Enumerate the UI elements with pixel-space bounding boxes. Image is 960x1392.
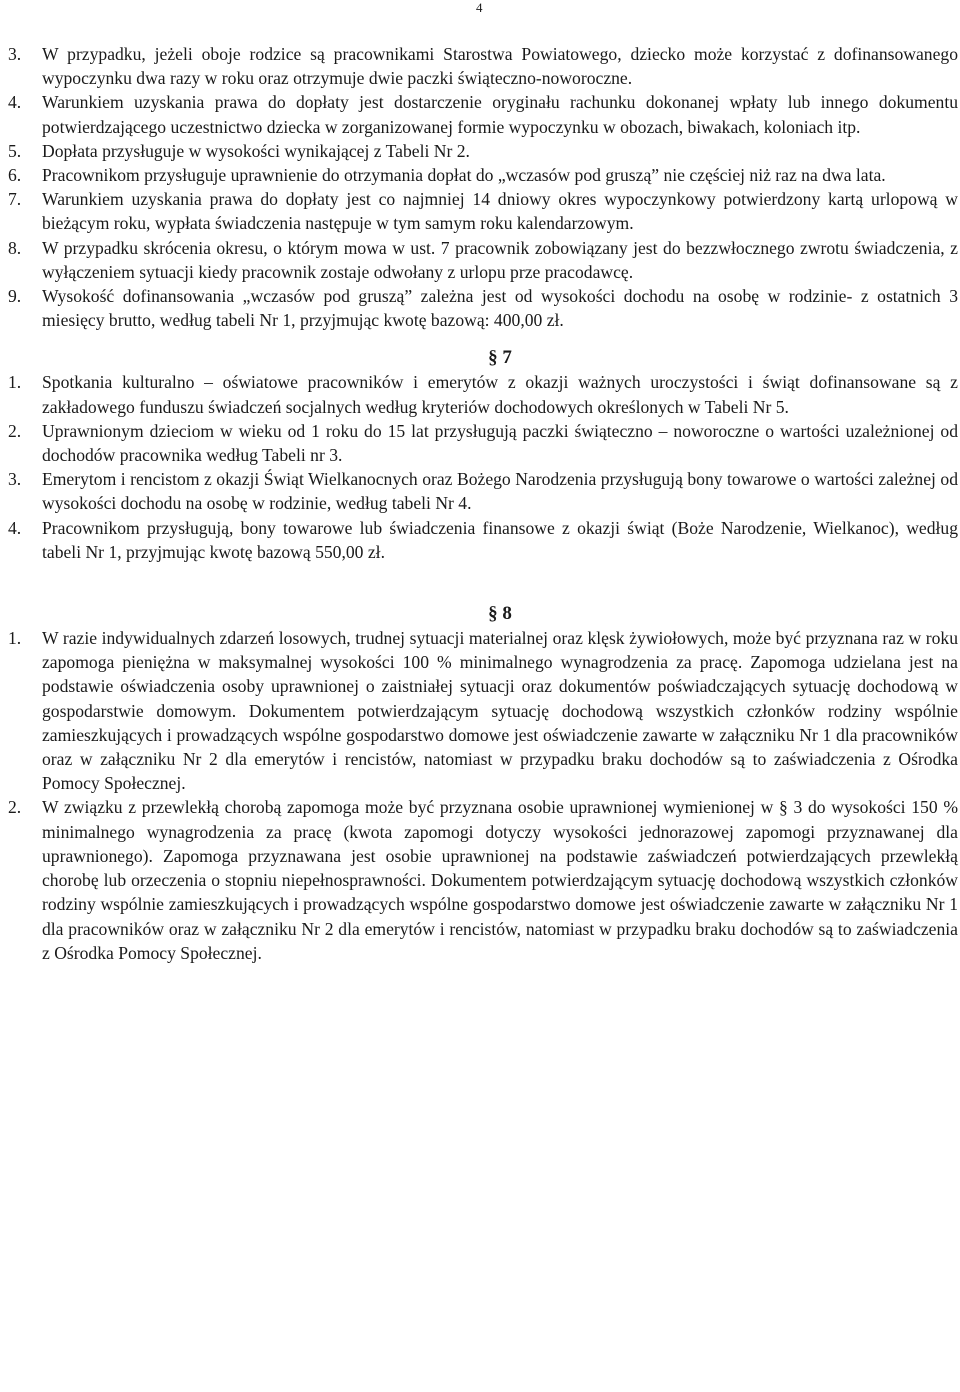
item-text: Warunkiem uzyskania prawa do dopłaty jest co najmniej 14 dniowy okres wypoczynkowy potwierdzony kartą urlopową w bieżącym roku, wypłata świadczenia następuje w tym samym roku kalendarzowym. — [42, 189, 958, 234]
section-8-list — [8, 626, 958, 965]
item-text: W przypadku skrócenia okresu, o którym mowa w ust. 7 pracownik zobowiązany jest do bezzwłocznego zwrotu świadczenia, z wyłączeniem sytuacji kiedy pracownik zostaje odwołany z urlopu prze pracodawcę. — [42, 237, 958, 282]
item-number: 1. — [8, 372, 22, 393]
item-text: Emerytom i rencistom z okazji Świąt Wielkanocnych oraz Bożego Narodzenia przysługują bony towarowe o wartości zależnej od wysokości dochodu na osobę w rodzinie, według tabeli Nr 4. — [42, 469, 958, 514]
item-text: Uprawnionym dzieciom w wieku od 1 roku do 15 lat przysługują paczki świąteczno – noworoczne o wartości uzależnionej od dochodów pracownika według Tabeli nr 3. — [42, 420, 958, 466]
section-heading-7: § 7 — [488, 347, 512, 369]
item-number: 8. — [8, 237, 22, 258]
item-text: W przypadku, jeżeli oboje rodzice są pracownikami Starostwa Powiatowego, dziecko może korzystać z dofinansowanego wypoczynku dwa razy w roku oraz otrzymuje dwie paczki świąteczno-noworoczne. — [42, 44, 958, 89]
list-item — [8, 187, 958, 235]
item-number: 1. — [8, 628, 22, 649]
list-item — [8, 236, 958, 284]
list-item — [8, 90, 958, 138]
list-item — [8, 42, 958, 90]
item-text: Spotkania kulturalno – oświatowe pracowników i emerytów z okazji ważnych uroczystości i świąt dofinansowane są z zakładowego funduszu świadczeń socjalnych według kryteriów dochodowych określonych w Tabeli Nr 5. — [42, 372, 958, 417]
item-number: 2. — [8, 797, 22, 818]
section-6-list — [8, 42, 958, 332]
item-text: W razie indywidualnych zdarzeń losowych, trudnej sytuacji materialnej oraz klęsk żywiołowych, może być przyznana raz w roku zapomoga pieniężna w maksymalnej wysokości 100 % minimalnego wynagrodzenia za pracę. Zapomoga udzielana jest na podstawie oświadczenia osoby uprawnionej o zaistniałej sytuacji oraz dokumentów poświadczających sytuację dochodową w gospodarstwie domowym. Dokumentem potwierdzającym sytuację dochodową wszystkich członków rodziny wspólnie zamieszkujących i prowadzących wspólne gospodarstwo domowe jest oświadczenie zawarte w załączniku Nr 1 dla pracowników oraz w załączniku Nr 2 dla emerytów i rencistów, natomiast w przypadku braku dochodów są to zaświadczenia z Ośrodka Pomocy Społecznej. — [42, 628, 958, 794]
section-heading-8: § 8 — [488, 603, 512, 625]
list-item — [8, 516, 958, 564]
item-number: 4. — [8, 92, 22, 113]
list-item — [8, 370, 958, 418]
list-item — [8, 284, 958, 332]
item-text: Pracownikom przysługuje uprawnienie do otrzymania dopłat do „wczasów pod gruszą” nie częściej niż raz na dwa lata. — [42, 165, 886, 186]
list-item — [8, 419, 958, 467]
item-number: 9. — [8, 286, 22, 307]
item-number: 7. — [8, 189, 22, 210]
list-item — [8, 467, 958, 515]
item-text: Wysokość dofinansowania „wczasów pod gruszą” zależna jest od wysokości dochodu na osobę w rodzinie- z ostatnich 3 miesięcy brutto, według tabeli Nr 1, przyjmując kwotę bazową: 400,00 zł. — [42, 286, 958, 331]
item-number: 5. — [8, 140, 22, 161]
document-body — [8, 42, 958, 965]
item-number: 3. — [8, 469, 22, 490]
item-number: 6. — [8, 165, 22, 186]
item-text: W związku z przewlekłą chorobą zapomoga może być przyznana osobie uprawnionej wymienionej w § 3 do wysokości 150 % minimalnego wynagrodzenia za pracę (kwota zapomogi dotyczy wysokości jednorazowej zapomogi przyznawanej dla uprawnionego). Zapomoga przyznawana jest osobie uprawnionej na podstawie zaświadczeń potwierdzających przewlekłą chorobę lub orzeczenia o stopniu niepełnosprawności. Dokumentem potwierdzającym sytuację dochodową wszystkich członków rodziny wspólnie zamieszkujących i prowadzących wspólne gospodarstwo domowe jest oświadczenie zawarte w załączniku Nr 1 dla pracowników oraz w załączniku Nr 2 dla emerytów i rencistów, natomiast w przypadku braku dochodów są to zaświadczenia z Ośrodka Pomocy Społecznej. — [42, 797, 958, 963]
list-item — [8, 139, 958, 163]
item-text: Pracownikom przysługują, bony towarowe lub świadczenia finansowe z okazji świąt (Boże Narodzenie, Wielkanoc), według tabeli Nr 1, przyjmując kwotę bazową 550,00 zł. — [42, 517, 958, 562]
page-number: 4 — [476, 0, 483, 15]
list-item — [8, 626, 958, 795]
list-item — [8, 795, 958, 964]
list-item — [8, 163, 958, 187]
section-7-list — [8, 370, 958, 564]
item-number: 4. — [8, 517, 22, 538]
item-number: 3. — [8, 44, 22, 64]
item-number: 2. — [8, 420, 22, 441]
item-text: Warunkiem uzyskania prawa do dopłaty jest dostarczenie oryginału rachunku dokonanej wpłaty lub innego dokumentu potwierdzającego uczestnictwo dziecka w zorganizowanej formie wypoczynku w obozach, biwakach, koloniach itp. — [42, 92, 958, 137]
item-text: Dopłata przysługuje w wysokości wynikającej z Tabeli Nr 2. — [42, 140, 470, 161]
